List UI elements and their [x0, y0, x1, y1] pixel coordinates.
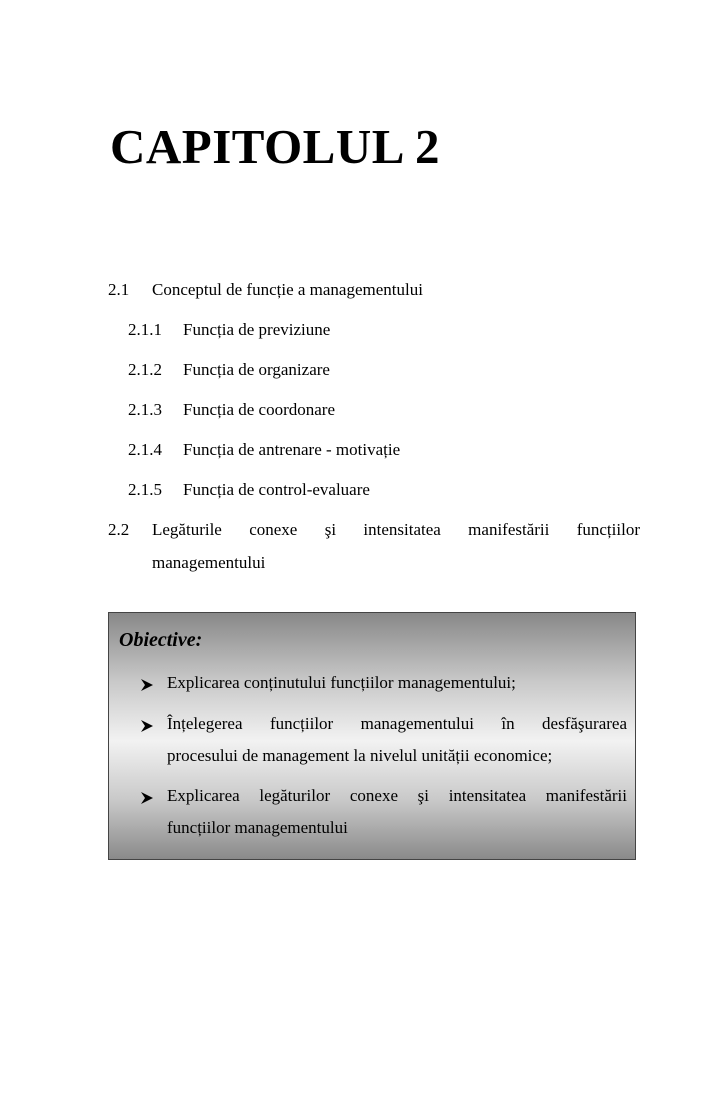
toc-title: Conceptul de funcție a managementului [152, 280, 423, 299]
toc-title: Funcția de control-evaluare [183, 480, 370, 499]
toc-number: 2.2 [108, 520, 130, 539]
toc-entry-2-1-2[interactable] [128, 360, 330, 380]
toc-number: 2.1.5 [128, 480, 162, 499]
objective-item-3-line-2: funcțiilor managementului [167, 818, 348, 837]
toc-number: 2.1.1 [128, 320, 162, 339]
objective-item-2-line-1: Înțelegerea funcțiilor managementului în desfăşurarea [167, 714, 627, 733]
toc-title: Funcția de antrenare - motivație [183, 440, 401, 459]
chapter-title: CAPITOLUL 2 [110, 119, 440, 174]
toc-entry-2-1-4[interactable] [128, 440, 400, 460]
objective-item-3-line-1: Explicarea legăturilor conexe şi intensitatea manifestării [167, 786, 627, 805]
toc-title: Funcția de organizare [183, 360, 330, 379]
toc-title: Funcția de previziune [183, 320, 331, 339]
toc-number: 2.1.3 [128, 400, 162, 419]
toc-entry-2-1[interactable] [108, 280, 423, 300]
objectives-heading: Obiective: [119, 629, 203, 651]
toc-entry-2-1-5[interactable] [128, 480, 370, 500]
toc-number: 2.1.2 [128, 360, 162, 379]
arrow-bullet-icon [140, 678, 154, 692]
toc-title: Funcția de coordonare [183, 400, 335, 419]
toc-title-line-2: managementului [152, 553, 266, 572]
arrow-bullet-icon [140, 719, 154, 733]
toc-number: 2.1 [108, 280, 130, 299]
objective-item-1: Explicarea conținutului funcțiilor managementului; [167, 673, 516, 692]
toc-title-line-1: Legăturile conexe şi intensitatea manifestării funcțiilor [152, 520, 640, 539]
objective-item-2-line-2: procesului de management la nivelul unității economice; [167, 746, 553, 765]
toc-entry-2-1-1[interactable] [128, 320, 330, 340]
arrow-bullet-icon [140, 791, 154, 805]
objectives-box [108, 612, 636, 860]
toc-entry-2-1-3[interactable] [128, 400, 335, 420]
toc-number: 2.1.4 [128, 440, 162, 459]
